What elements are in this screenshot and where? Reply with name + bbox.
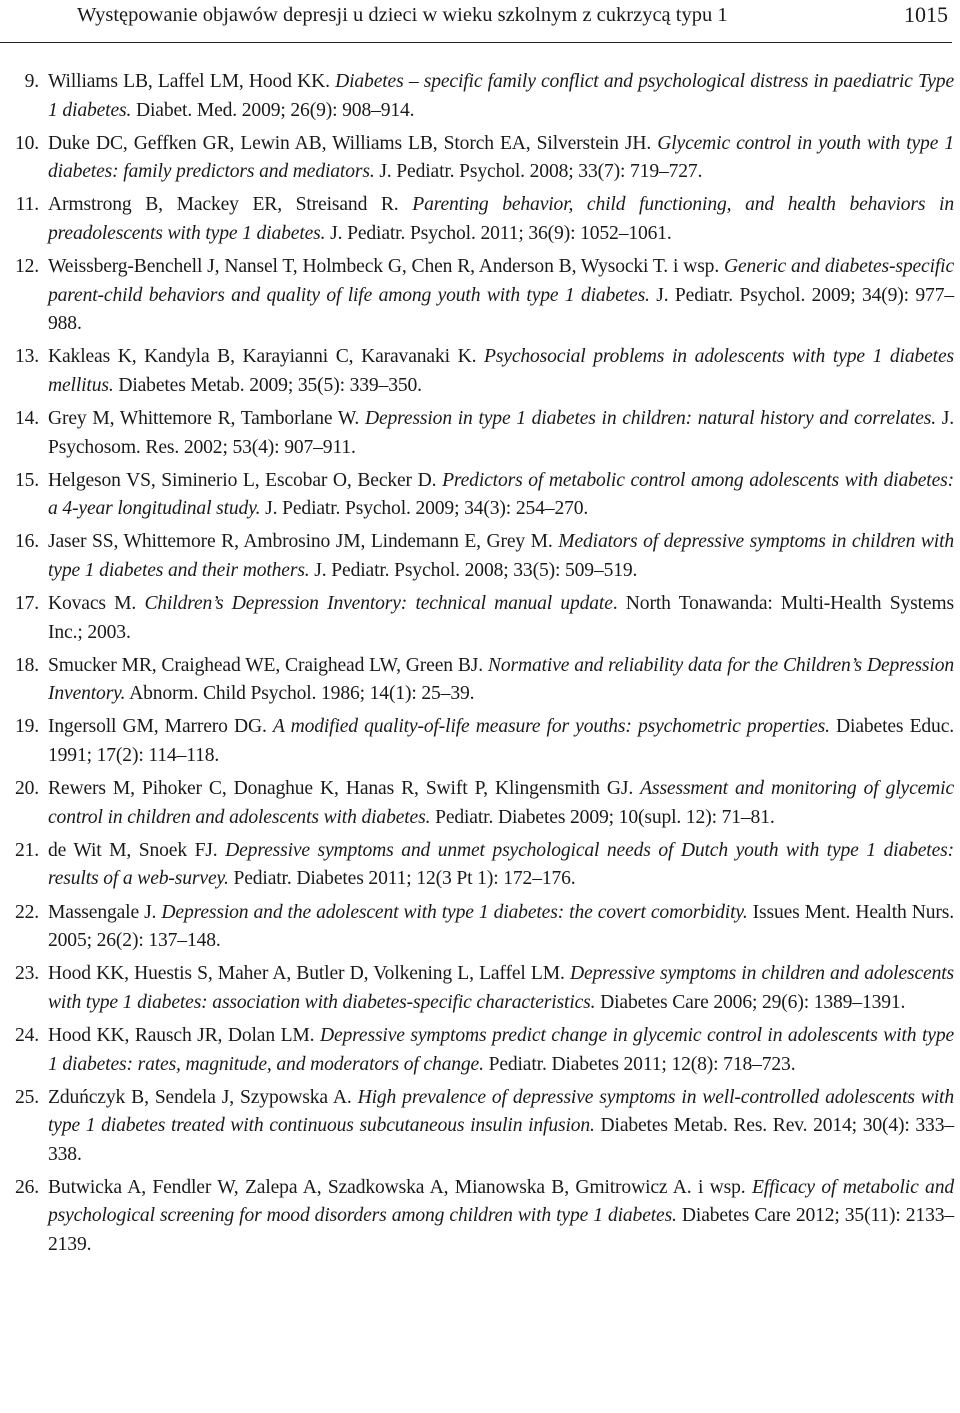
reference-number: 16. [14,531,39,553]
reference-item [0,253,958,339]
reference-number: 10. [14,132,39,154]
running-header [0,0,952,43]
reference-item [0,775,958,832]
reference-item [0,1022,958,1079]
reference-source: J. Pediatr. Psychol. 2009; 34(3): 254‒270. [260,498,589,520]
reference-title: Depression and the adolescent with type 1 diabetes: the covert comorbidity. [161,901,748,923]
reference-number: 25. [14,1086,39,1108]
reference-title: Diabetes – specific family conflict and psychological distress in paediatric Type 1 diabetes. [48,71,954,121]
reference-list [0,68,958,1264]
reference-item [0,960,958,1017]
reference-authors: Grey M, Whittemore R, Tamborlane W. [48,408,365,430]
reference-item [0,652,958,709]
reference-item [0,343,958,400]
reference-authors: Armstrong B, Mackey ER, Streisand R. [48,194,413,216]
reference-source: J. Pediatr. Psychol. 2011; 36(9): 1052‒1061. [325,222,672,244]
reference-number: 24. [14,1024,39,1046]
reference-number: 15. [14,469,39,491]
reference-number: 14. [14,408,39,430]
reference-title: A modified quality-of-life measure for youths: psychometric properties. [272,716,830,738]
page-number: 1015 [904,2,948,27]
reference-number: 23. [14,963,39,985]
reference-number: 17. [14,593,39,615]
reference-authors: Massengale J. [48,901,162,923]
reference-number: 11. [15,194,39,216]
reference-number: 19. [14,716,39,738]
reference-item [0,467,958,524]
reference-source: . North Tonawanda: Multi-Health Systems Inc.; 2003. [48,593,954,643]
reference-authors: Zduńczyk B, Sendela J, Szypowska A. [48,1086,358,1108]
reference-title: High prevalence of depressive symptoms in well-controlled adolescents with type 1 diabetes treated with continuous subcutaneous insulin infusion. [48,1086,954,1137]
reference-authors: Kovacs M. [48,593,145,615]
reference-source: Pediatr. Diabetes 2011; 12(3 Pt 1): 172‒176. [228,868,576,890]
reference-authors: Rewers M, Pihoker C, Donaghue K, Hanas R, Swift P, Klingensmith GJ. [48,778,641,800]
running-title: Występowanie objawów depresji u dzieci w wieku szkolnym z cukrzycą typu 1 [77,4,728,26]
reference-source: Diabet. Med. 2009; 26(9): 908‒914. [131,99,415,121]
reference-source: Diabetes Metab. Res. Rev. 2014; 30(4): 333‒338. [48,1115,954,1165]
reference-title: Children’s Depression Inventory: technical manual update [144,593,613,615]
reference-item [0,590,958,647]
reference-item [0,68,958,125]
reference-number: 22. [14,901,39,923]
reference-item [0,191,958,248]
reference-source: J. Psychosom. Res. 2002; 53(4): 907‒911. [48,408,954,458]
reference-authors: Jaser SS, Whittemore R, Ambrosino JM, Lindemann E, Grey M. [48,531,559,553]
reference-authors: Hood KK, Huestis S, Maher A, Butler D, Volkening L, Laffel LM. [48,963,570,985]
reference-title: Depressive symptoms and unmet psychological needs of Dutch youth with type 1 diabetes: results of a web-survey. [48,839,954,890]
reference-authors: Hood KK, Rausch JR, Dolan LM. [48,1024,320,1046]
reference-title: Psychosocial problems in adolescents with type 1 diabetes mellitus. [48,346,954,396]
reference-title: Depressive symptoms predict change in glycemic control in adolescents with type 1 diabetes: rates, magnitude, and moderators of change. [48,1024,955,1075]
reference-item [0,1084,958,1170]
reference-item [0,405,958,462]
reference-item [0,1174,958,1260]
reference-number: 21. [14,839,39,861]
reference-item [0,899,958,956]
reference-authors: Smucker MR, Craighead WE, Craighead LW, Green BJ. [48,654,488,676]
reference-item [0,528,958,585]
reference-source: Abnorm. Child Psychol. 1986; 14(1): 25‒39. [125,683,475,705]
reference-number: 18. [14,654,39,676]
reference-title: Efficacy of metabolic and psychological screening for mood disorders among children with type 1 diabetes. [48,1176,954,1227]
reference-title: Mediators of depressive symptoms in children with type 1 diabetes and their mothers. [48,531,955,581]
reference-number: 20. [14,778,39,800]
reference-title: Depressive symptoms in children and adolescents with type 1 diabetes: association with diabetes-specific characteristics. [48,963,954,1013]
reference-title: Assessment and monitoring of glycemic control in children and adolescents with diabetes. [48,778,955,828]
reference-source: Issues Ment. Health Nurs. 2005; 26(2): 137‒148. [48,901,955,952]
reference-number: 26. [14,1176,39,1198]
reference-authors: Helgeson VS, Siminerio L, Escobar O, Becker D. [48,469,443,491]
reference-source: J. Pediatr. Psychol. 2008; 33(7): 719‒727. [374,161,703,183]
reference-authors: Duke DC, Geffken GR, Lewin AB, Williams LB, Storch EA, Silverstein JH. [48,132,658,154]
reference-source: Diabetes Educ. 1991; 17(2): 114‒118. [48,716,954,767]
reference-title: Generic and diabetes-specific parent-child behaviors and quality of life among youth with type 1 diabetes. [48,256,955,306]
reference-number: 9. [24,71,39,92]
reference-authors: de Wit M, Snoek FJ. [48,839,226,861]
reference-title: Normative and reliability data for the Children’s Depression Inventory. [48,654,954,705]
reference-source: Diabetes Care 2012; 35(11): 2133‒2139. [48,1205,955,1256]
reference-authors: Kakleas K, Kandyla B, Karayianni C, Karavanaki K. [48,346,484,368]
reference-source: J. Pediatr. Psychol. 2008; 33(5): 509‒519. [309,560,638,581]
reference-source: Diabetes Metab. 2009; 35(5): 339‒350. [113,374,422,396]
reference-number: 12. [14,256,39,278]
reference-title: Glycemic control in youth with type 1 diabetes: family predictors and mediators. [48,132,954,183]
reference-source: Pediatr. Diabetes 2009; 10(supl. 12): 71‒81. [430,806,775,828]
reference-title: Parenting behavior, child functioning, and health behaviors in preadolescents with type 1 diabetes. [48,194,955,244]
reference-authors: Ingersoll GM, Marrero DG. [48,716,273,738]
reference-source: Pediatr. Diabetes 2011; 12(8): 718‒723. [483,1053,796,1075]
reference-authors: Butwicka A, Fendler W, Zalepa A, Szadkowska A, Mianowska B, Gmitrowicz A. i wsp. [48,1176,752,1198]
reference-number: 13. [14,346,39,368]
reference-item [0,130,958,187]
reference-title: Depression in type 1 diabetes in children: natural history and correlates. [364,408,936,430]
reference-item [0,713,958,770]
reference-source: J. Pediatr. Psychol. 2009; 34(9): 977‒988. [48,284,954,335]
reference-source: Diabetes Care 2006; 29(6): 1389‒1391. [595,991,906,1013]
reference-title: Predictors of metabolic control among adolescents with diabetes: a 4-year longitudinal study. [48,469,954,520]
reference-authors: Weissberg-Benchell J, Nansel T, Holmbeck G, Chen R, Anderson B, Wysocki T. i wsp. [48,256,725,278]
reference-item [0,837,958,894]
reference-authors: Williams LB, Laffel LM, Hood KK. [48,71,336,92]
